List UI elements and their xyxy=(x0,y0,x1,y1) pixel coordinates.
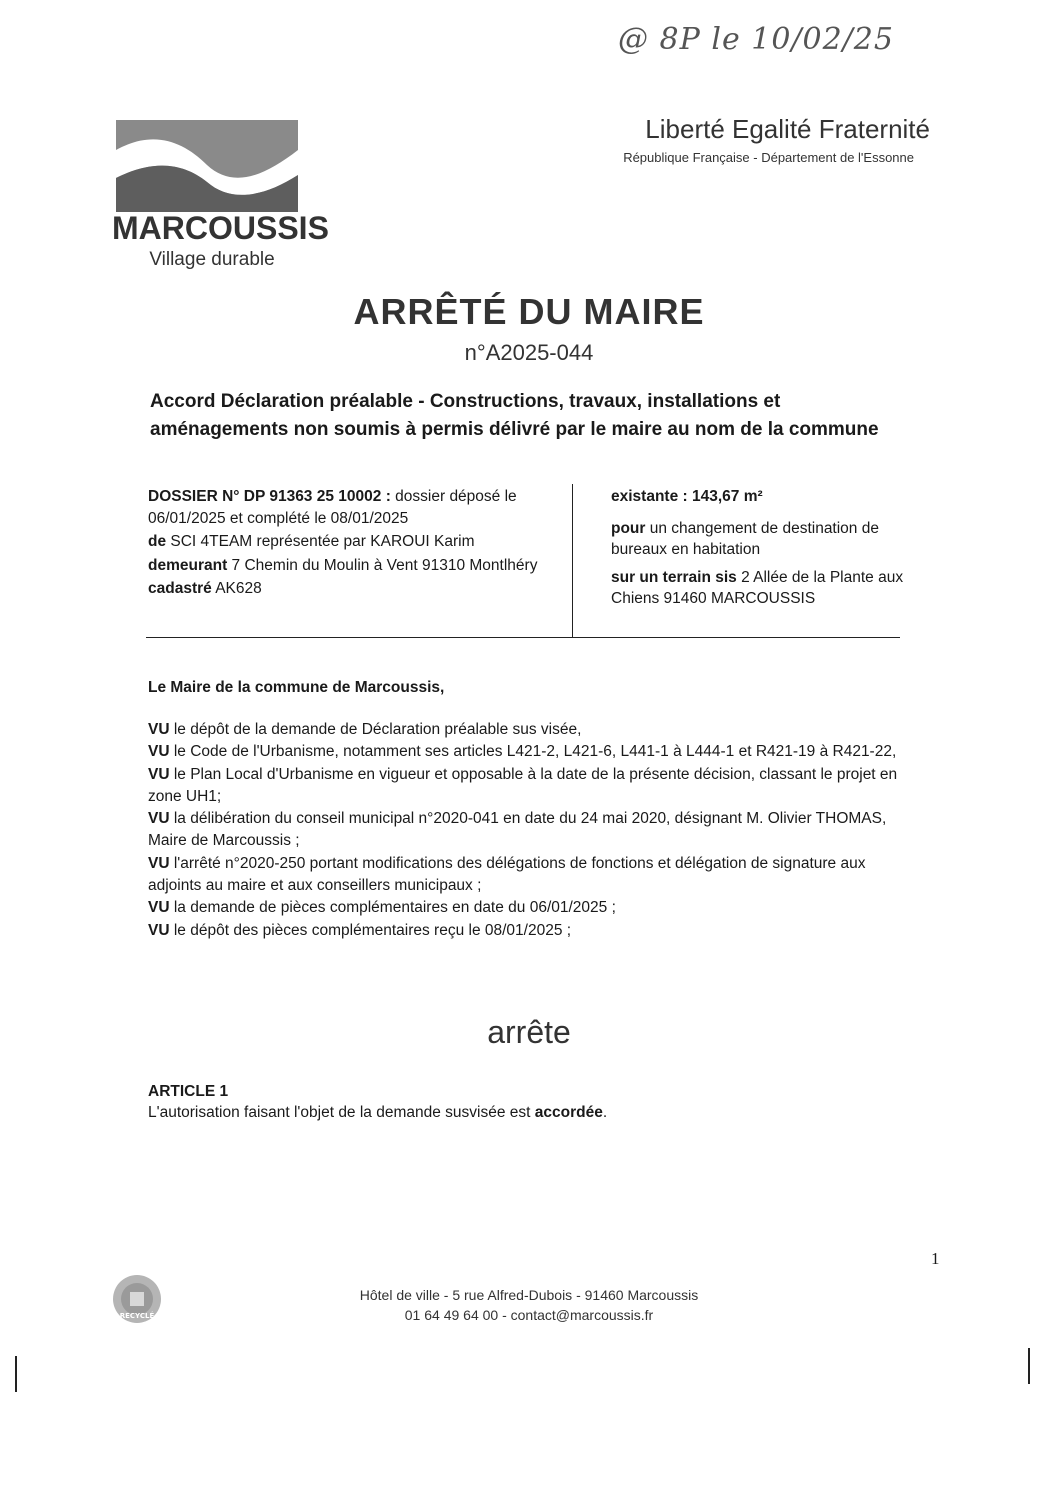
address-label: demeurant xyxy=(148,556,228,574)
document-title: ARRÊTÉ DU MAIRE xyxy=(353,291,705,332)
applicant-value: SCI 4TEAM représentée par KAROUI Karim xyxy=(166,533,475,550)
column-divider xyxy=(572,484,573,638)
address-line xyxy=(148,555,558,577)
purpose-label: pour xyxy=(611,519,646,537)
republic-subtitle: République Française - Département de l'Essonne xyxy=(623,150,914,165)
consideration-item: VU la demande de pièces complémentaires en date du 06/01/2025 ; xyxy=(148,899,616,917)
consideration-item: VU le dépôt de la demande de Déclaration préalable sus visée, xyxy=(148,721,582,738)
cadastre-label: cadastré xyxy=(148,580,212,597)
applicant-label: de xyxy=(148,533,167,550)
cadastre-value: AK628 xyxy=(211,580,262,597)
logo-tagline: Village durable xyxy=(149,249,275,270)
cadastre-line xyxy=(148,578,558,600)
scan-edge-right xyxy=(1028,1348,1030,1384)
footer-contact: 01 64 49 64 00 - contact@marcoussis.fr xyxy=(404,1307,654,1323)
footer xyxy=(0,1285,1058,1325)
dossier-label: DOSSIER N° DP 91363 25 10002 : xyxy=(148,488,391,505)
section-divider xyxy=(146,637,900,638)
considerations-list xyxy=(148,719,918,942)
republic-motto: Liberté Egalité Fraternité xyxy=(645,114,930,144)
consideration-item: VU la délibération du conseil municipal n°2020-041 en date du 24 mai 2020, désignant M. Olivier THOMAS, Maire de Marcoussis ; xyxy=(148,810,887,850)
footer-address: Hôtel de ville - 5 rue Alfred-Dubois - 91460 Marcoussis xyxy=(359,1287,699,1303)
document-subject: Accord Déclaration préalable - Constructions, travaux, installations et aménagements non soumis à permis délivré par le maire au nom de la commune xyxy=(150,391,879,440)
land-label: sur un terrain sis xyxy=(611,568,737,586)
land-value: 2 Allée de la Plante aux Chiens 91460 MARCOUSSIS xyxy=(611,568,904,607)
page-number: 1 xyxy=(931,1249,940,1268)
logo-name: MARCOUSSIS xyxy=(112,210,329,246)
handwritten-annotation: @ 8P le 10/02/25 xyxy=(618,22,894,57)
svg-text:RECYCLÉ: RECYCLÉ xyxy=(119,1312,155,1320)
consideration-item: VU le Plan Local d'Urbanisme en vigueur et opposable à la date de la présente décision, classant le projet en zone UH1; xyxy=(148,765,898,805)
address-value: 7 Chemin du Moulin à Vent 91310 Montlhéry xyxy=(227,556,538,574)
dossier-block xyxy=(148,486,558,600)
intro-line: Le Maire de la commune de Marcoussis, xyxy=(148,679,445,696)
article-title: ARTICLE 1 xyxy=(148,1083,229,1100)
scan-edge-left xyxy=(15,1356,17,1392)
dossier-line xyxy=(148,486,558,529)
land-line xyxy=(611,567,911,610)
decree-heading: arrête xyxy=(487,1014,571,1050)
article-text: L'autorisation faisant l'objet de la demande susvisée est accordée. xyxy=(148,1104,608,1121)
applicant-line xyxy=(148,531,558,553)
consideration-item: VU le Code de l'Urbanisme, notamment ses articles L421-2, L421-6, L441-1 à L444-1 et R421-19 à R421-22, xyxy=(148,743,897,761)
dossier-dates: dossier déposé le 06/01/2025 et complété le 08/01/2025 xyxy=(148,488,517,527)
consideration-item: VU l'arrêté n°2020-250 portant modifications des délégations de fonctions et délégation de signature aux adjoints au maire et aux conseillers municipaux ; xyxy=(148,854,866,895)
consideration-item: VU le dépôt des pièces complémentaires reçu le 08/01/2025 ; xyxy=(148,921,572,939)
project-details xyxy=(611,486,911,610)
purpose-value: un changement de destination de bureaux en habitation xyxy=(611,519,879,558)
purpose-line xyxy=(611,518,911,561)
document-number: n°A2025-044 xyxy=(464,340,594,365)
existing-area: existante : 143,67 m² xyxy=(611,488,763,505)
